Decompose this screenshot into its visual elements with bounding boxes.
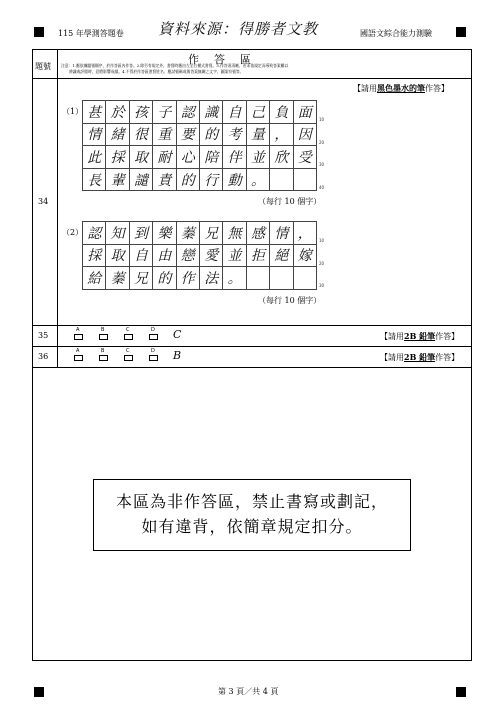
q35-option-label-c: C: [126, 327, 130, 333]
q36-handwritten-answer: B: [173, 349, 182, 362]
q34-part1-cell[interactable]: 的: [200, 124, 223, 147]
answer-area-title: 作 答 區: [188, 53, 253, 66]
q34-part1-cell[interactable]: 因: [294, 124, 317, 147]
q34-part1-cell[interactable]: 並: [247, 146, 270, 169]
q34-part1-row-count: 40: [319, 184, 325, 190]
q35-option-bubble-b[interactable]: [99, 334, 108, 340]
q34-part2-cell[interactable]: 自: [130, 245, 153, 268]
q34-part1-cell[interactable]: 要: [177, 124, 200, 147]
question-col-divider: [57, 50, 58, 368]
q34-part1-cell[interactable]: 責: [153, 169, 176, 192]
q34-part1-cell[interactable]: 情: [83, 124, 106, 147]
q34-part1-cell[interactable]: 陪: [200, 146, 223, 169]
q34-part2-cell[interactable]: ，: [294, 222, 317, 245]
q34-part1-cell[interactable]: 甚: [83, 101, 106, 124]
q36-option-bubble-a[interactable]: [74, 355, 83, 361]
q34-part1-cell[interactable]: 欣: [270, 146, 293, 169]
registration-mark-bottom-left: [34, 687, 44, 697]
q34-part1-cell[interactable]: 自: [223, 101, 246, 124]
q34-part1-cell[interactable]: 取: [130, 146, 153, 169]
q35-option-label-a: A: [76, 327, 80, 333]
q34-part2-cell[interactable]: 無: [223, 222, 246, 245]
q34-part1-cell[interactable]: 識: [200, 101, 223, 124]
q34-part2-cell[interactable]: [294, 267, 317, 290]
q34-part1-cell[interactable]: 重: [153, 124, 176, 147]
handwritten-source: 資料來源：得勝者文教: [158, 20, 319, 38]
subject-title: 國語文綜合能力測驗: [360, 29, 432, 38]
q34-row-divider: [33, 325, 471, 326]
q34-part2-cell[interactable]: 戀: [177, 245, 200, 268]
q34-part1-row-count: 10: [319, 117, 325, 122]
q34-part2-grid[interactable]: [82, 221, 325, 290]
q34-part2-cell[interactable]: 作: [177, 267, 200, 290]
q34-part2-cell[interactable]: 到: [130, 222, 153, 245]
q34-part1-cell[interactable]: 輩: [106, 169, 129, 192]
q34-part2-cell[interactable]: 愛: [200, 245, 223, 268]
q34-number: 34: [38, 197, 49, 206]
q36-option-label-d: D: [151, 348, 155, 354]
q34-part2-cell[interactable]: [270, 267, 293, 290]
registration-mark-bottom-right: [456, 687, 466, 697]
q34-part2-cell[interactable]: [247, 267, 270, 290]
q34-part1-note: （每行 10 個字）: [258, 197, 322, 206]
non-answer-area-notice: [93, 479, 411, 551]
q34-part2-cell[interactable]: 兄: [130, 267, 153, 290]
q34-part1-cell[interactable]: 伴: [223, 146, 246, 169]
q34-part2-cell[interactable]: 取: [106, 245, 129, 268]
q34-part2-cell[interactable]: 知: [106, 222, 129, 245]
q34-part2-row-count: 20: [319, 260, 325, 266]
q34-part2-cell[interactable]: 絕: [270, 245, 293, 268]
q34-part1-label: （1）: [62, 107, 84, 116]
q34-part2-cell[interactable]: 並: [223, 245, 246, 268]
q34-part1-cell[interactable]: 量: [247, 124, 270, 147]
q36-instruction: 【請用2B 鉛筆作答】: [380, 352, 460, 362]
q34-part2-cell[interactable]: 拒: [247, 245, 270, 268]
q36-option-bubble-b[interactable]: [99, 355, 108, 361]
q34-part2-cell[interactable]: 。: [223, 267, 246, 290]
q34-part1-cell[interactable]: [294, 169, 317, 192]
q34-part1-cell[interactable]: 長: [83, 169, 106, 192]
q34-part1-cell[interactable]: 孩: [130, 101, 153, 124]
q34-part1-cell[interactable]: 認: [177, 101, 200, 124]
q35-option-bubble-d[interactable]: [149, 334, 158, 340]
q34-part2-cell[interactable]: 蓁: [106, 267, 129, 290]
q34-part1-cell[interactable]: 心: [177, 146, 200, 169]
q34-part2-note: （每行 10 個字）: [258, 296, 322, 305]
q34-part2-cell[interactable]: 蓁: [177, 222, 200, 245]
q36-option-bubble-c[interactable]: [124, 355, 133, 361]
notice-line-1: 注意：1.應依據題號順序，於作答區內作答。2.除另有規定外，書寫時應由左至右橫式書寫。3.作答須清晰，若未依規定而導致答案難以: [61, 63, 289, 68]
q35-row-divider: [33, 346, 471, 347]
q34-part1-cell[interactable]: ，: [270, 124, 293, 147]
q34-part2-cell[interactable]: 情: [270, 222, 293, 245]
q34-part1-row-count: 20: [319, 139, 325, 145]
q34-part2-row-count: 30: [319, 283, 325, 289]
q34-instruction: 【請用黑色墨水的筆作答】: [353, 83, 449, 93]
q35-instruction: 【請用2B 鉛筆作答】: [380, 331, 460, 341]
q34-part1-cell[interactable]: 負: [270, 101, 293, 124]
notice-line-2: 如有違背，依簡章規定扣分。: [141, 517, 363, 536]
q34-part1-cell[interactable]: 面: [294, 101, 317, 124]
q36-option-label-b: B: [101, 348, 105, 354]
q34-part1-row-count: 30: [319, 162, 325, 168]
q36-row-divider: [33, 367, 471, 368]
q34-part1-cell[interactable]: 受: [294, 146, 317, 169]
q34-part1-cell[interactable]: 行: [200, 169, 223, 192]
q34-part1-cell[interactable]: 緒: [106, 124, 129, 147]
q34-part1-cell[interactable]: 很: [130, 124, 153, 147]
q34-part1-cell[interactable]: 採: [106, 146, 129, 169]
q36-option-label-c: C: [126, 348, 130, 354]
q35-option-label-b: B: [101, 327, 105, 333]
q34-part1-cell[interactable]: [270, 169, 293, 192]
q36-option-bubble-d[interactable]: [149, 355, 158, 361]
q34-part1-cell[interactable]: 耐: [153, 146, 176, 169]
q35-number: 35: [38, 331, 49, 340]
q34-part1-cell[interactable]: 己: [247, 101, 270, 124]
q35-option-bubble-a[interactable]: [74, 334, 83, 340]
q34-part1-grid[interactable]: [82, 100, 325, 191]
q34-part1-cell[interactable]: 考: [223, 124, 246, 147]
q34-part2-row-count: 10: [319, 238, 325, 243]
q34-part1-cell[interactable]: 於: [106, 101, 129, 124]
q34-part2-cell[interactable]: 法: [200, 267, 223, 290]
exam-title: 115 年學測答題卷: [58, 29, 124, 38]
q34-part1-cell[interactable]: 。: [247, 169, 270, 192]
q34-part1-cell[interactable]: 此: [83, 146, 106, 169]
q35-option-label-d: D: [151, 327, 155, 333]
page-number: 第 3 頁／共 4 頁: [218, 687, 279, 696]
q34-part2-cell[interactable]: 由: [153, 245, 176, 268]
q35-handwritten-answer: C: [173, 328, 182, 341]
q34-part1-cell[interactable]: 子: [153, 101, 176, 124]
question-col-label: 題號: [35, 62, 51, 71]
header-row-divider: [33, 78, 471, 79]
q34-part2-cell[interactable]: 採: [83, 245, 106, 268]
q34-part2-cell[interactable]: 認: [83, 222, 106, 245]
notice-line-1: 本區為非作答區，禁止書寫或劃記，: [115, 492, 388, 511]
q34-part2-cell[interactable]: 的: [153, 267, 176, 290]
q34-part2-cell[interactable]: 感: [247, 222, 270, 245]
q34-part2-cell[interactable]: 給: [83, 267, 106, 290]
q34-part1-cell[interactable]: 譴: [130, 169, 153, 192]
q36-option-label-a: A: [76, 348, 80, 354]
registration-mark-top-right: [456, 27, 466, 37]
q34-part1-cell[interactable]: 動: [223, 169, 246, 192]
answer-sheet: [32, 49, 472, 661]
q34-part2-cell[interactable]: 嫁: [294, 245, 317, 268]
q35-option-bubble-c[interactable]: [124, 334, 133, 340]
registration-mark-top-left: [34, 27, 44, 37]
q34-part2-label: （2）: [62, 228, 84, 237]
q34-part2-cell[interactable]: 樂: [153, 222, 176, 245]
q36-number: 36: [38, 352, 49, 361]
q34-part2-cell[interactable]: 兄: [200, 222, 223, 245]
notice-line-2: 辨識或評閱時，恐將影響成績。4.不得於作答區書寫姓名、應試號碼或與答案無關之文字、圖案符號等。: [69, 69, 244, 74]
q34-part1-cell[interactable]: 的: [177, 169, 200, 192]
